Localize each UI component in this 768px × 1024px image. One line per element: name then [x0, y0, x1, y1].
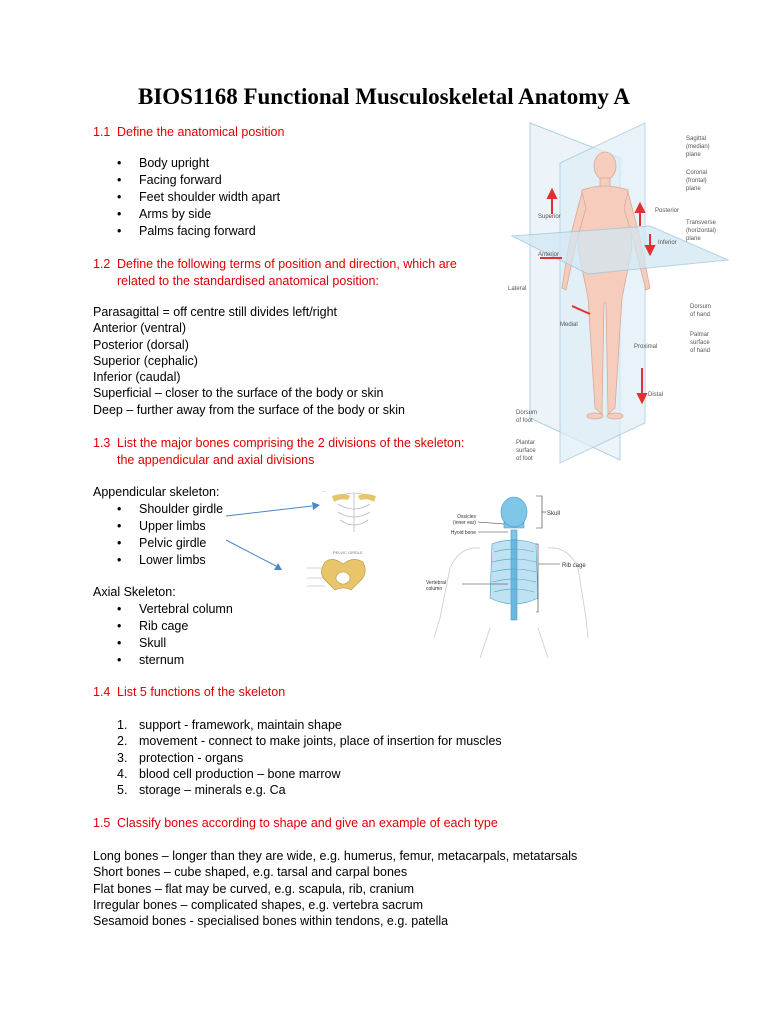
list-item: • Body upright [117, 155, 280, 172]
list-item: • Shoulder girdle [117, 501, 223, 518]
item-number: 2. [117, 734, 128, 749]
heading-1-5 [93, 815, 498, 832]
item-number: 5. [117, 783, 128, 798]
label-proximal: Proximal [634, 344, 658, 350]
item-text: storage – minerals e.g. Ca [139, 783, 286, 798]
heading-1-4 [93, 684, 285, 701]
item-number: 1. [117, 718, 128, 732]
label-dorsum-foot: Dorsum [516, 410, 538, 416]
heading-1-1 [93, 124, 284, 141]
label-transverse: Transverse [686, 220, 716, 226]
label-palmar: Palmar [690, 332, 710, 338]
term-line: Superficial – closer to the surface of the body or skin [93, 386, 384, 401]
functions-list [117, 717, 502, 798]
label-dorsum-hand-2: of hand [690, 312, 711, 318]
bone-type-line: Long bones – longer than they are wide, e.g. humerus, femur, metacarpals, metatarsals [93, 849, 578, 863]
bone-type-line: Short bones – cube shaped, e.g. tarsal and carpal bones [93, 865, 408, 880]
label-coronal-2: (frontal) [686, 178, 707, 184]
anatomical-planes-figure [500, 118, 736, 470]
list-item [117, 766, 502, 782]
document-title: BIOS1168 Functional Musculoskeletal Anatomy A [137, 84, 630, 109]
anatomical-position-list [117, 155, 280, 240]
term-line: Posterior (dorsal) [93, 337, 189, 352]
terms-block [93, 304, 405, 418]
heading-number: 1.1 [93, 125, 111, 139]
list-item: • Upper limbs [117, 518, 223, 535]
list-item [117, 733, 502, 749]
label-sagittal: Sagittal [686, 136, 707, 142]
pelvic-girdle-label: PELVIC GIRDLE [333, 550, 363, 555]
list-item: • Pelvic girdle [117, 535, 223, 552]
list-item: • Feet shoulder width apart [117, 189, 280, 206]
label-vertebral-2: column [426, 586, 443, 592]
label-transverse-2: (horizontal) [686, 228, 717, 234]
term-line: Anterior (ventral) [93, 321, 187, 336]
svg-text:—: — [322, 488, 326, 493]
heading-1-3 [93, 435, 464, 469]
label-coronal: Coronal [686, 170, 708, 176]
term-line: Deep – further away from the surface of the body or skin [93, 402, 405, 417]
label-superior: Superior [538, 214, 561, 220]
heading-number: 1.3 [93, 436, 111, 450]
heading-1-2 [93, 256, 457, 290]
label-posterior: Posterior [655, 208, 680, 214]
label-skull: Skull [547, 511, 561, 517]
list-item: • Skull [117, 635, 233, 652]
list-item: • Lower limbs [117, 552, 223, 569]
label-sagittal-2: (median) [686, 144, 710, 150]
label-plantar-2: surface [516, 448, 536, 454]
item-text: protection - organs [139, 750, 244, 765]
label-coronal-3: plane [686, 186, 701, 192]
term-line: Superior (cephalic) [93, 353, 198, 368]
heading-text: List the major bones comprising the 2 divisions of the skeleton: [117, 436, 465, 450]
heading-number: 1.5 [93, 816, 111, 830]
term-line: Inferior (caudal) [93, 370, 181, 385]
item-number: 4. [117, 766, 128, 781]
heading-number: 1.4 [93, 685, 111, 699]
axial-list [117, 601, 233, 669]
bone-type-line: Flat bones – flat may be curved, e.g. scapula, rib, cranium [93, 881, 414, 896]
heading-number: 1.2 [93, 257, 111, 271]
label-rib-cage: Rib cage [562, 563, 586, 569]
label-hyoid: Hyoid bone [450, 530, 476, 536]
label-palmar-2: surface [690, 340, 710, 346]
bone-type-line: Sesamoid bones - specialised bones within tendons, e.g. patella [93, 914, 449, 929]
label-palmar-3: of hand [690, 348, 711, 354]
label-ossicles-2: (inner ear) [452, 520, 476, 526]
appendicular-list [117, 501, 223, 569]
heading-text-cont: related to the standardised anatomical position: [117, 274, 379, 288]
label-distal: Distal [648, 392, 664, 398]
item-text: movement - connect to make joints, place of insertion for muscles [139, 734, 502, 749]
heading-text: Define the following terms of position and direction, which are [117, 257, 457, 271]
list-item: • Palms facing forward [117, 223, 280, 240]
shoulder-girdle-figure [318, 484, 390, 540]
label-sagittal-3: plane [686, 152, 701, 158]
label-medial: Medial [560, 322, 578, 328]
label-anterior: Anterior [538, 252, 560, 258]
appendicular-title: Appendicular skeleton: [93, 485, 220, 499]
label-plantar: Plantar [516, 440, 536, 446]
item-text: support - framework, maintain shape [139, 718, 342, 732]
list-item [117, 782, 502, 798]
bone-types-block [93, 848, 577, 929]
heading-text-cont: the appendicular and axial divisions [117, 453, 315, 467]
label-lateral: Lateral [508, 286, 527, 292]
label-plantar-3: of foot [516, 456, 533, 462]
skeleton-figure [420, 488, 590, 658]
axial-title: Axial Skeleton: [93, 585, 176, 599]
label-ossicles: Ossicles [457, 514, 476, 520]
label-inferior: Inferior [658, 240, 677, 246]
label-dorsum-foot-2: of foot [516, 418, 533, 424]
list-item [117, 717, 502, 733]
label-dorsum-hand: Dorsum [690, 304, 712, 310]
list-item: • sternum [117, 652, 233, 669]
item-number: 3. [117, 750, 128, 765]
item-text: blood cell production – bone marrow [139, 766, 341, 781]
label-transverse-3: plane [686, 236, 701, 242]
list-item: • Facing forward [117, 172, 280, 189]
pointer-arrows [224, 500, 324, 580]
list-item: • Arms by side [117, 206, 280, 223]
label-vertebral: Vertebral [426, 580, 447, 586]
heading-text: List 5 functions of the skeleton [117, 685, 286, 699]
list-item: • Rib cage [117, 618, 233, 635]
heading-text: Define the anatomical position [117, 125, 285, 139]
heading-text: Classify bones according to shape and give an example of each type [117, 816, 498, 830]
term-line: Parasagittal = off centre still divides left/right [93, 305, 337, 319]
axial-skeleton [490, 497, 538, 620]
bone-type-line: Irregular bones – complicated shapes, e.g. vertebra sacrum [93, 897, 424, 912]
list-item [117, 750, 502, 766]
list-item: • Vertebral column [117, 601, 233, 618]
